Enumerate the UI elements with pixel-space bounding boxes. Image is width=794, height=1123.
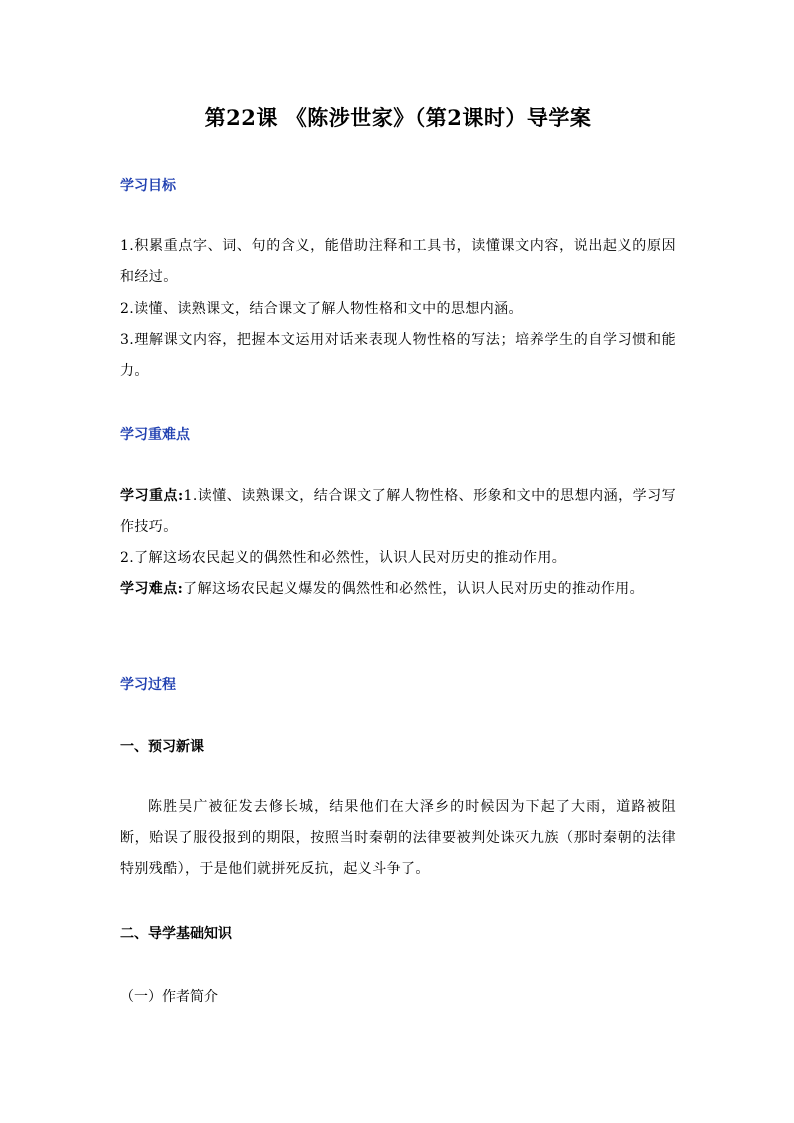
- process-part1-heading: 一、预习新课: [120, 739, 204, 755]
- section-heading-key-points: 学习重难点: [120, 427, 190, 443]
- page-title: 第22课 《陈涉世家》（第2课时）导学案: [204, 105, 592, 130]
- process-part2-heading: 二、导学基础知识: [120, 926, 232, 942]
- key-focus-label: 学习重点:: [120, 488, 184, 504]
- key-difficulty-paragraph: [120, 574, 676, 605]
- objective-item-1: 1.积累重点字、词、句的含义，能借助注释和工具书，读懂课文内容，说出起义的原因和经过。: [120, 238, 676, 285]
- key-focus-item-2: 2.了解这场农民起义的偶然性和必然性，认识人民对历史的推动作用。: [120, 550, 567, 566]
- section-heading-process: 学习过程: [120, 677, 176, 693]
- key-focus-text: 1.读懂、读熟课文，结合课文了解人物性格、形象和文中的思想内涵，学习写作技巧。: [120, 488, 676, 535]
- key-difficulty-label: 学习难点:: [120, 581, 184, 597]
- process-part1-text: 陈胜吴广被征发去修长城，结果他们在大泽乡的时候因为下起了大雨，道路被阻断，贻误了服役报到的期限，按照当时秦朝的法律要被判处诛灭九族（那时秦朝的法律特别残酷），于是他们就拼死反抗，起义斗争了。: [120, 799, 676, 877]
- section-heading-objectives: 学习目标: [120, 178, 176, 194]
- key-focus-paragraph: [120, 481, 676, 543]
- objective-item-3: 3.理解课文内容，把握本文运用对话来表现人物性格的写法；培养学生的自学习惯和能力。: [120, 332, 676, 379]
- key-difficulty-text: 了解这场农民起义爆发的偶然性和必然性，认识人民对历史的推动作用。: [183, 581, 644, 597]
- objective-item-2: 2.读懂、读熟课文，结合课文了解人物性格和文中的思想内涵。: [120, 301, 523, 317]
- process-sub1-heading: （一）作者简介: [120, 989, 218, 1005]
